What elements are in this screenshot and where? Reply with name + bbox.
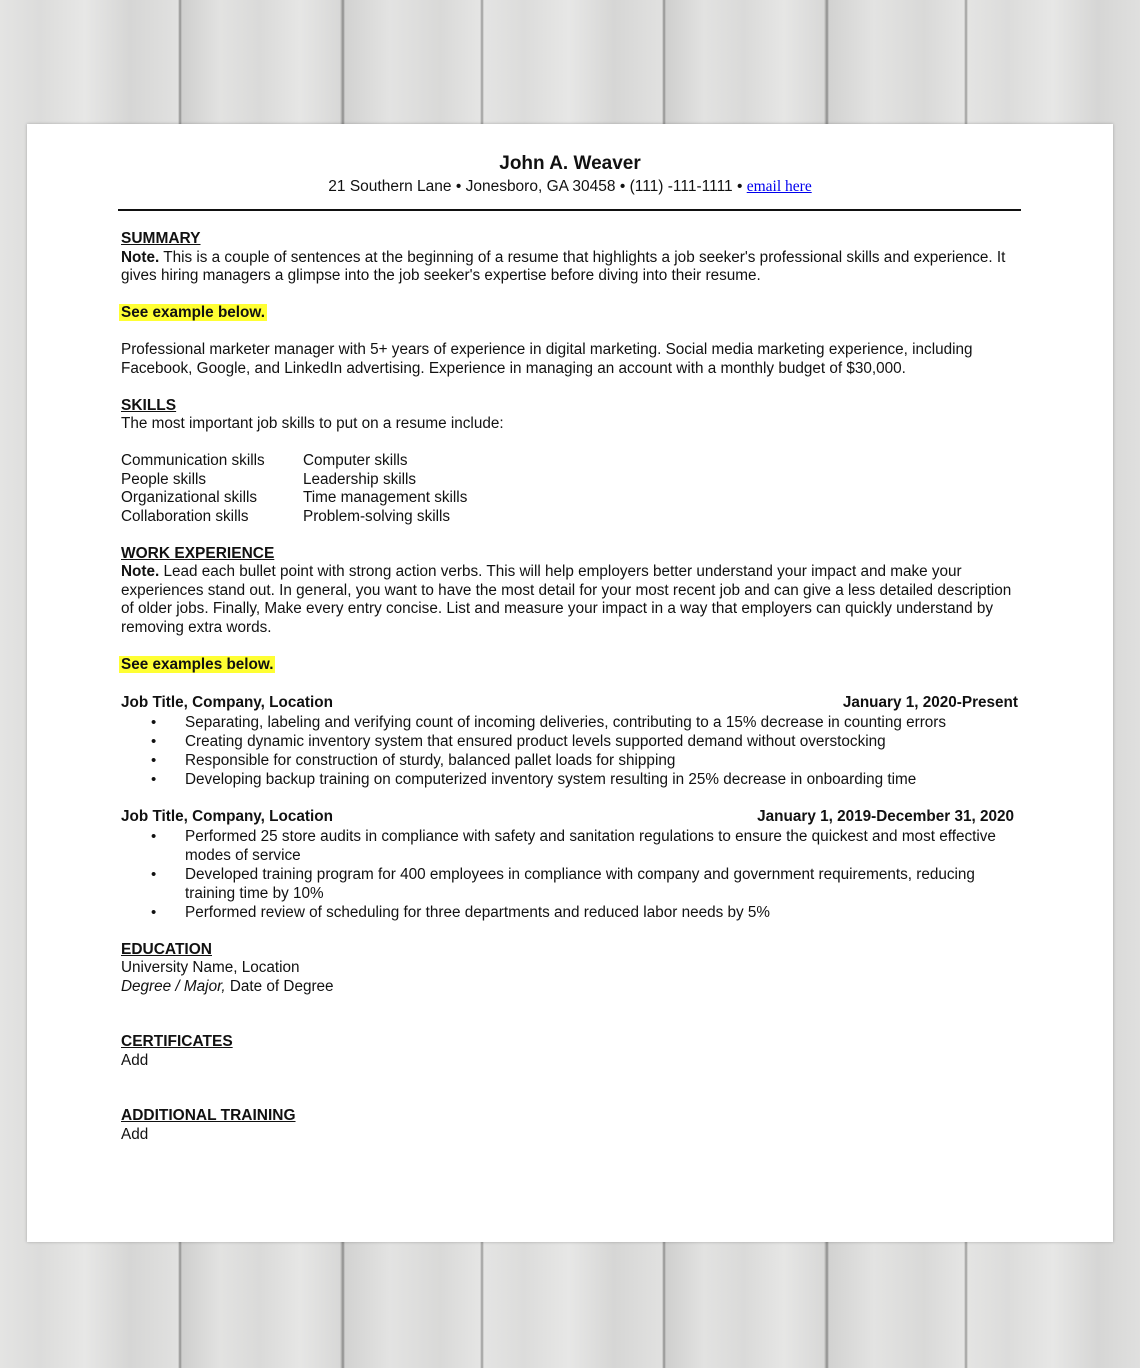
- skills-intro: The most important job skills to put on a resume include:: [121, 415, 504, 432]
- resume-header: [27, 152, 1113, 198]
- certificates-value: Add: [121, 1051, 149, 1069]
- skill-item: Collaboration skills: [121, 507, 249, 525]
- skill-item: Leadership skills: [303, 470, 417, 488]
- education-school: University Name, Location: [121, 959, 300, 976]
- work-example-highlight: See examples below.: [121, 655, 274, 673]
- list-item: [121, 732, 1021, 751]
- skill-item: Organizational skills: [121, 489, 258, 506]
- job-dates: January 1, 2019-December 31, 2020: [757, 808, 1014, 825]
- summary-example-text: Professional marketer manager with 5+ years of experience in digital marketing. Social media marketing experience, including Facebook, Google, and LinkedIn advertising. Experience in managing an account with a monthly budget of $30,000.: [121, 341, 973, 377]
- list-item: [121, 865, 1021, 903]
- job-header: [121, 693, 1018, 713]
- summary-example-row: [121, 304, 1021, 323]
- summary-example-highlight: See example below.: [121, 304, 265, 321]
- work-example-row: [121, 656, 1021, 675]
- job-dates: January 1, 2020-Present: [842, 693, 1018, 711]
- bullet-text: Developing backup training on computerized inventory system resulting in 25% decrease in onboarding time: [185, 770, 917, 788]
- job-header: [121, 807, 1014, 827]
- skill-item: Communication skills: [121, 452, 265, 469]
- resume-body: [121, 230, 1021, 1144]
- skills-heading: SKILLS: [121, 396, 177, 414]
- list-item: [121, 903, 1021, 922]
- work-note-text: Lead each bullet point with strong action verbs. This will help employers better understand your impact and make your experiences stand out. In general, you want to have the most detail for your most recent job and can give a less detailed description of older jobs. Finally, Make every entry concise. List and measure your impact in a way that employers can quickly understand by removing extra words.: [121, 563, 1012, 636]
- training-heading: ADDITIONAL TRAINING: [121, 1107, 296, 1124]
- training-value: Add: [121, 1125, 149, 1143]
- job-title: Job Title, Company, Location: [121, 693, 333, 711]
- job-title: Job Title, Company, Location: [121, 808, 333, 825]
- skill-item: Problem-solving skills: [303, 507, 451, 525]
- bullet-icon: •: [151, 751, 157, 769]
- work-note-label: Note.: [121, 563, 160, 580]
- skill-item: Time management skills: [303, 489, 468, 506]
- education-degree-line: [121, 978, 1021, 997]
- bullet-text: Separating, labeling and verifying count of incoming deliveries, contributing to a 15% decrease in counting errors: [185, 713, 947, 731]
- list-item: [121, 770, 1021, 789]
- bullet-text: Performed 25 store audits in compliance with safety and sanitation regulations to ensure the quickest and most effective modes of service: [185, 828, 996, 864]
- list-item: [121, 713, 1021, 732]
- education-date: Date of Degree: [225, 977, 334, 995]
- bullet-icon: •: [151, 904, 157, 921]
- bullet-icon: •: [151, 770, 157, 788]
- certificates-heading: CERTIFICATES: [121, 1033, 233, 1050]
- summary-heading: SUMMARY: [121, 230, 201, 247]
- list-item: [121, 751, 1021, 770]
- candidate-name: John A. Weaver: [499, 153, 641, 174]
- skill-item: Computer skills: [303, 452, 408, 469]
- summary-note: [121, 249, 1021, 286]
- summary-note-text: This is a couple of sentences at the beginning of a resume that highlights a job seeker's professional skills and experience. It gives hiring managers a glimpse into the job seeker's expertise before diving into their resume.: [121, 248, 1006, 284]
- email-link[interactable]: email here: [746, 178, 812, 195]
- bullet-icon: •: [151, 866, 157, 883]
- work-note: [121, 563, 1021, 637]
- bullet-icon: •: [151, 828, 157, 845]
- bullet-text: Creating dynamic inventory system that ensured product levels supported demand without overstocking: [185, 732, 886, 750]
- resume-page: [27, 124, 1113, 1242]
- contact-line: [27, 176, 1113, 198]
- bullet-icon: •: [151, 713, 157, 731]
- bullet-text: Performed review of scheduling for three departments and reduced labor needs by 5%: [185, 904, 771, 921]
- skill-item: People skills: [121, 470, 207, 488]
- bullet-text: Developed training program for 400 employees in compliance with company and government requirements, reducing training time by 10%: [185, 866, 975, 902]
- bullet-text: Responsible for construction of sturdy, balanced pallet loads for shipping: [185, 751, 676, 769]
- job-bullets: [121, 713, 1021, 789]
- job-bullets: [121, 827, 1021, 922]
- list-item: [121, 827, 1021, 865]
- summary-note-label: Note.: [121, 248, 160, 266]
- header-divider: [118, 209, 1021, 211]
- education-heading: EDUCATION: [121, 940, 212, 958]
- bullet-icon: •: [151, 732, 157, 750]
- contact-details: 21 Southern Lane • Jonesboro, GA 30458 • (111) -111-1111 •: [328, 178, 743, 195]
- education-degree: Degree / Major,: [121, 977, 226, 995]
- skills-grid: [121, 452, 1021, 526]
- work-heading: WORK EXPERIENCE: [121, 544, 275, 562]
